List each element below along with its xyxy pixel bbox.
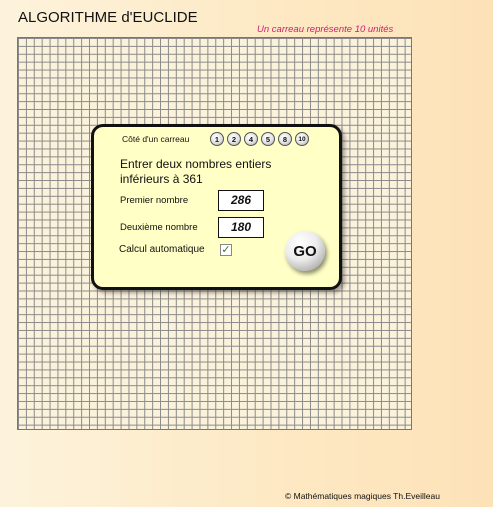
first-number-label: Premier nombre [120, 195, 189, 206]
size-button-4[interactable]: 4 [244, 132, 258, 146]
second-number-field[interactable]: 180 [218, 217, 264, 238]
size-button-1[interactable]: 1 [210, 132, 224, 146]
input-panel [91, 124, 342, 290]
square-size-buttons [210, 132, 309, 146]
second-number-label: Deuxième nombre [120, 222, 198, 233]
auto-calc-label: Calcul automatique [119, 244, 205, 255]
instruction-text: Entrer deux nombres entiers inférieurs à 361 [120, 157, 272, 186]
copyright-text: © Mathématiques magiques Th.Eveilleau [285, 491, 440, 501]
size-button-10[interactable]: 10 [295, 132, 309, 146]
square-side-label: Côté d'un carreau [122, 134, 190, 144]
scale-note: Un carreau représente 10 unités [257, 24, 394, 35]
size-button-5[interactable]: 5 [261, 132, 275, 146]
auto-calc-checkbox[interactable]: ✓ [221, 244, 231, 256]
size-button-2[interactable]: 2 [227, 132, 241, 146]
size-button-8[interactable]: 8 [278, 132, 292, 146]
go-button[interactable]: GO [285, 231, 325, 271]
first-number-field[interactable]: 286 [218, 190, 264, 211]
page-title: ALGORITHME d'EUCLIDE [18, 9, 198, 26]
